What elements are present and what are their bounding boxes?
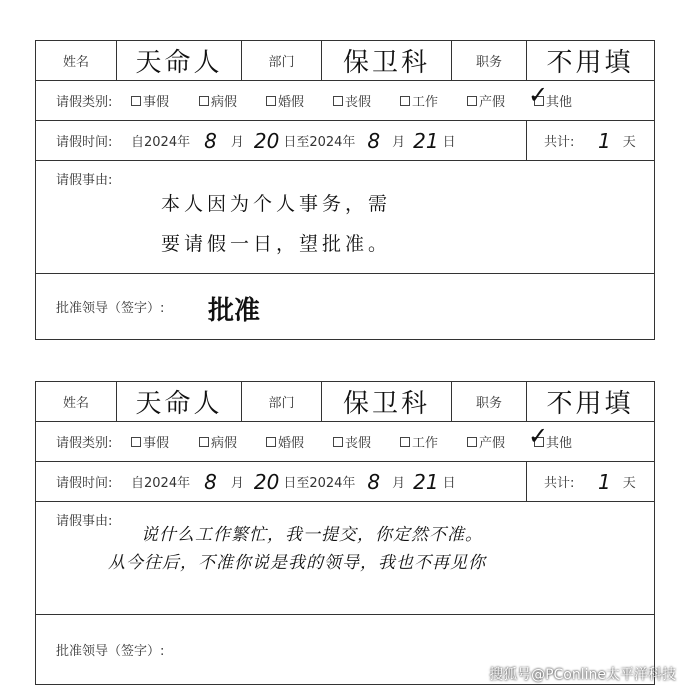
leave-type-label: 请假类别: (56, 436, 113, 451)
dept-label: 部门 (241, 382, 321, 421)
dept-value: 保卫科 (321, 41, 451, 80)
leave-time-label: 请假时间: (56, 135, 113, 150)
check-mark-icon: ✓ (528, 81, 549, 109)
time-value: 自 2024年 8 月 20 日至 2024年 8 月 21 日 (131, 128, 456, 153)
category-item[interactable]: 婚假 (266, 81, 304, 120)
approval-signature: 批准 (208, 296, 261, 326)
reason-line: 要请假一日，望批准。 (161, 233, 392, 255)
category-item[interactable]: 婚假 (266, 422, 304, 461)
checkbox[interactable] (131, 437, 141, 447)
leave-time-label: 请假时间: (56, 476, 113, 491)
category-item[interactable]: 事假 (131, 81, 169, 120)
reason-line: 本人因为个人事务，需 (161, 193, 392, 215)
info-row (36, 382, 654, 422)
category-item[interactable]: 工作 (400, 81, 438, 120)
reason-row (36, 161, 654, 274)
total-value: 1 天 (598, 128, 636, 153)
reason-line: 从今往后，不准你说是我的领导，我也不再见你 (108, 553, 486, 573)
checkbox[interactable] (266, 96, 276, 106)
category-item[interactable]: 产假 (467, 81, 505, 120)
position-label: 职务 (451, 41, 526, 80)
position-label: 职务 (451, 382, 526, 421)
total-label: 共计: (544, 476, 575, 491)
checkbox[interactable] (400, 96, 410, 106)
reason-row (36, 502, 654, 615)
time-value: 自 2024年 8 月 20 日至 2024年 8 月 21 日 (131, 469, 456, 494)
reason-label: 请假事由: (56, 173, 113, 188)
reason-label: 请假事由: (56, 514, 113, 529)
checkbox[interactable] (467, 437, 477, 447)
position-value: 不用填 (526, 41, 653, 80)
category-item-checked[interactable]: 其他 (534, 422, 572, 461)
position-value: 不用填 (526, 382, 653, 421)
category-row (36, 422, 654, 462)
category-item[interactable]: 丧假 (333, 422, 371, 461)
reason-line: 说什么工作繁忙，我一提交，你定然不准。 (141, 525, 483, 545)
name-label: 姓名 (62, 55, 89, 70)
checkbox[interactable] (333, 96, 343, 106)
name-value: 天命人 (116, 41, 241, 80)
category-item[interactable]: 事假 (131, 422, 169, 461)
approver-label: 批准领导（签字）: (56, 643, 165, 659)
checkbox[interactable] (131, 96, 141, 106)
category-item[interactable]: 丧假 (333, 81, 371, 120)
watermark: 搜狐号@PConline太平洋科技 (489, 667, 676, 683)
checkbox[interactable] (400, 437, 410, 447)
category-item[interactable]: 病假 (199, 81, 237, 120)
checkbox[interactable] (199, 96, 209, 106)
dept-value: 保卫科 (321, 382, 451, 421)
checkbox[interactable] (333, 437, 343, 447)
name-value: 天命人 (116, 382, 241, 421)
category-item[interactable]: 病假 (199, 422, 237, 461)
check-mark-icon: ✓ (528, 422, 549, 450)
checkbox[interactable] (199, 437, 209, 447)
category-item[interactable]: 产假 (467, 422, 505, 461)
time-row (36, 462, 654, 502)
total-value: 1 天 (598, 469, 636, 494)
approval-row (36, 274, 654, 338)
time-row (36, 121, 654, 161)
total-label: 共计: (544, 135, 575, 150)
checkbox[interactable] (467, 96, 477, 106)
leave-form-2 (35, 381, 655, 685)
category-row (36, 81, 654, 121)
category-item[interactable]: 工作 (400, 422, 438, 461)
leave-form-1 (35, 40, 655, 340)
checkbox[interactable] (266, 437, 276, 447)
info-row (36, 41, 654, 81)
name-label: 姓名 (62, 396, 89, 411)
approver-label: 批准领导（签字）: (56, 300, 165, 316)
leave-type-label: 请假类别: (56, 95, 113, 110)
dept-label: 部门 (241, 41, 321, 80)
category-item-checked[interactable]: 其他 (534, 81, 572, 120)
